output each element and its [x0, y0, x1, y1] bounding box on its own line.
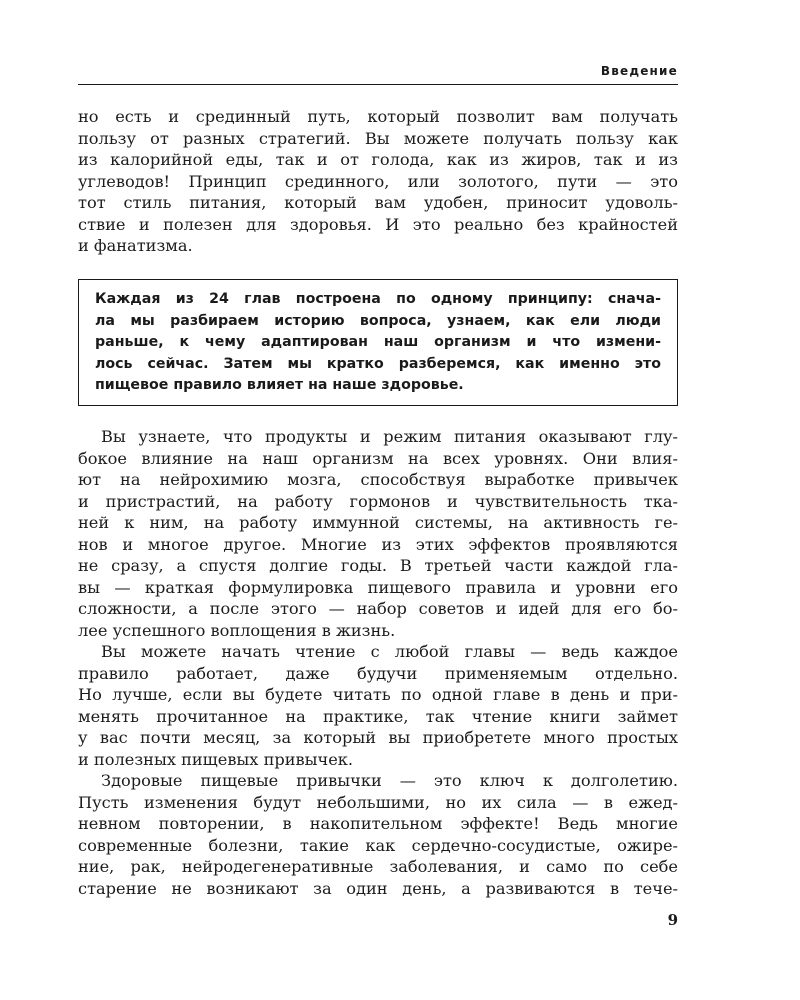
callout-line: ла мы разбираем историю вопроса, узнаем, как ели люди [95, 312, 661, 329]
text-line: правило работает, даже будучи применяемым отдельно. [78, 663, 678, 683]
text-line: нов и многое другое. Многие из этих эффектов проявляются [78, 534, 678, 554]
callout-line: Каждая из 24 глав построена по одному принципу: снача- [95, 291, 661, 307]
text-line: лее успешного воплощения в жизнь. [78, 620, 396, 640]
text-line: тот стиль питания, который вам удобен, приносит удоволь- [78, 193, 678, 212]
text-line: старение не возникают за один день, а развиваются в тече- [78, 878, 678, 898]
text-line: пользу от разных стратегий. Вы можете получать пользу как [78, 128, 678, 148]
text-line: бокое влияние на наш организм на всех уровнях. Они влия- [78, 448, 678, 468]
text-line: ствие и полезен для здоровья. И это реально без крайностей [78, 214, 678, 234]
text-line: но есть и срединный путь, который позволит вам получать [78, 107, 678, 126]
text-line: углеводов! Принцип срединного, или золотого, пути — это [78, 171, 678, 191]
callout-line: раньше, к чему адаптирован наш организм и что измени- [95, 334, 661, 351]
body-paragraph [78, 641, 678, 770]
text-line: ней к ним, на работу иммунной системы, на активность ге- [78, 513, 678, 532]
text-line: Пусть изменения будут небольшими, но их сила — в ежед- [78, 792, 678, 812]
text-line: современные болезни, такие как сердечно-сосудистые, ожире- [78, 835, 678, 855]
text-line: и полезных пищевых привычек. [78, 749, 354, 769]
text-line: менять прочитанное на практике, так чтение книги займет [78, 706, 678, 726]
text-line: и пристрастий, на работу гормонов и чувствительность тка- [78, 491, 678, 511]
text-line: не сразу, а спустя долгие годы. В третьей части каждой гла- [78, 556, 678, 575]
callout-box [78, 279, 678, 406]
text-line: Здоровые пищевые привычки — это ключ к долголетию. [101, 771, 678, 790]
running-title: Введение [600, 64, 678, 78]
text-line: вы — краткая формулировка пищевого правила и уровни его [78, 577, 678, 597]
text-line: сложности, а после этого — набор советов и идей для его бо- [78, 599, 678, 618]
callout-line: пищевое правило влияет на наше здоровье. [95, 377, 464, 394]
text-line: Вы можете начать чтение с любой главы — ведь каждое [101, 642, 678, 661]
text-line: Вы узнаете, что продукты и режим питания оказывают глу- [101, 427, 678, 446]
intro-paragraph [78, 106, 678, 257]
page-number: 9 [667, 911, 678, 929]
text-line: ние, рак, нейродегенеративные заболевания, и само по себе [78, 857, 678, 876]
body-text [78, 426, 678, 899]
callout-line: лось сейчас. Затем мы кратко разберемся, как именно это [95, 355, 661, 372]
header-rule [78, 84, 678, 85]
text-line: невном повторении, в накопительном эффекте! Ведь многие [78, 814, 678, 833]
body-paragraph [78, 770, 678, 899]
text-line: Но лучше, если вы будете читать по одной главе в день и при- [78, 685, 678, 704]
text-line: и фанатизма. [78, 236, 193, 255]
body-paragraph [78, 426, 678, 641]
text-line: ют на нейрохимию мозга, способствуя выработке привычек [78, 470, 678, 489]
text-line: из калорийной еды, так и от голода, как из жиров, так и из [78, 150, 678, 169]
text-line: у вас почти месяц, за который вы приобретете много простых [78, 728, 678, 747]
